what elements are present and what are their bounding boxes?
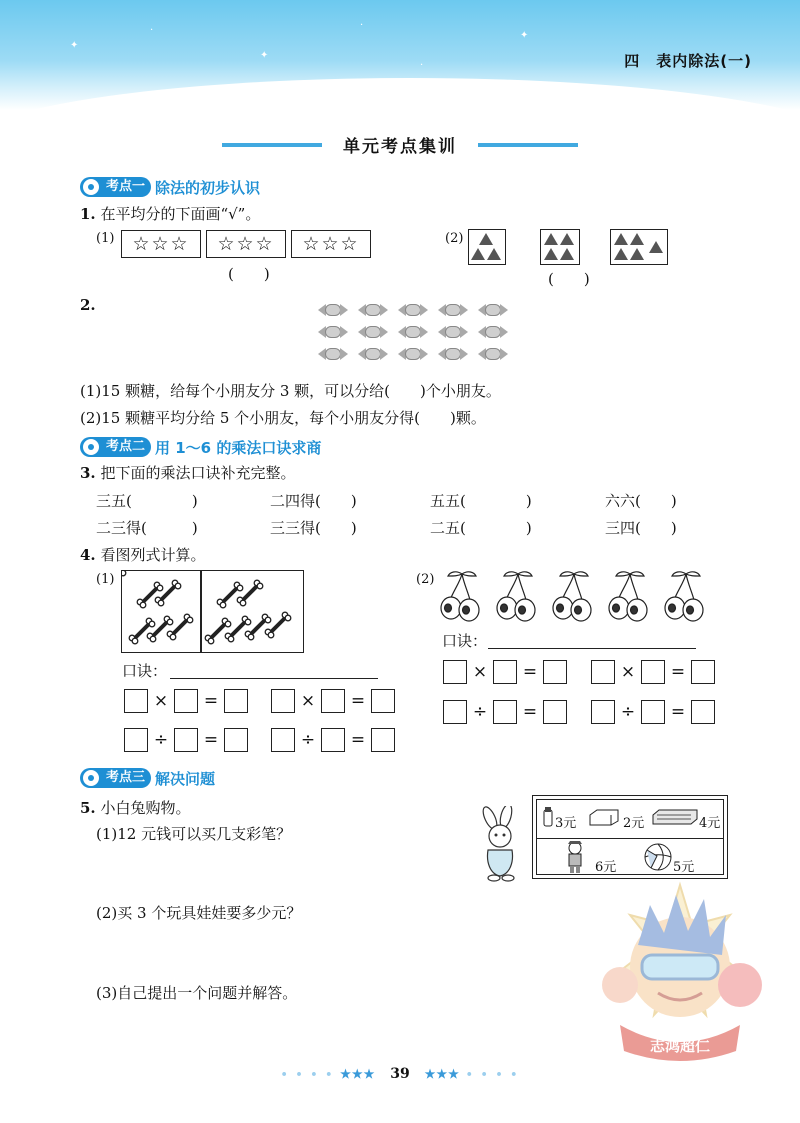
answer-box[interactable] bbox=[543, 660, 567, 684]
cherry-picture bbox=[440, 568, 720, 624]
answer-box[interactable] bbox=[443, 660, 467, 684]
eraser-icon bbox=[587, 807, 621, 827]
triangle-icon bbox=[630, 248, 644, 260]
page-number: 39 bbox=[390, 1066, 410, 1082]
candy-icon bbox=[358, 325, 388, 339]
answer-box[interactable] bbox=[174, 689, 198, 713]
candy-icon bbox=[318, 325, 348, 339]
equals-sign: = bbox=[670, 662, 686, 682]
question-number: 5. bbox=[80, 799, 96, 817]
footer-dots: • • • • bbox=[280, 1068, 341, 1081]
question-5-sub-1: (1)12 元钱可以买几支彩笔？ bbox=[96, 825, 292, 843]
equals-sign: = bbox=[670, 702, 686, 722]
koujue-fill-blank[interactable]: 三三得( ) bbox=[270, 519, 357, 537]
answer-box[interactable] bbox=[443, 700, 467, 724]
answer-box[interactable] bbox=[174, 728, 198, 752]
mascot-logo-icon bbox=[580, 875, 780, 1065]
answer-box[interactable] bbox=[371, 728, 395, 752]
equation-row bbox=[591, 660, 715, 684]
question-number: 1. bbox=[80, 205, 96, 223]
koujue-label: 口诀： bbox=[442, 632, 488, 650]
answer-box[interactable] bbox=[493, 700, 517, 724]
triangle-icon bbox=[471, 248, 485, 260]
times-sign: × bbox=[300, 691, 316, 711]
answer-blank[interactable]: ( ) bbox=[228, 265, 270, 283]
triangle-group-box bbox=[468, 229, 506, 265]
footer-stars: ★★★ bbox=[424, 1067, 460, 1081]
star-group-box: ☆☆☆ bbox=[121, 230, 201, 258]
question-3 bbox=[80, 462, 295, 483]
kaodian-title: 解决问题 bbox=[155, 769, 216, 788]
answer-blank[interactable]: ( ) bbox=[548, 270, 590, 288]
question-5-sub-3: (3)自己提出一个问题并解答。 bbox=[96, 984, 298, 1002]
times-sign: × bbox=[472, 662, 488, 682]
bone-icon-group bbox=[122, 571, 302, 651]
footer-stars: ★★★ bbox=[340, 1067, 376, 1081]
equals-sign: = bbox=[522, 662, 538, 682]
answer-box[interactable] bbox=[691, 660, 715, 684]
kaodian-title: 用 1～6 的乘法口诀求商 bbox=[155, 438, 322, 457]
kaodian-badge: 考点一 bbox=[80, 177, 151, 197]
answer-box[interactable] bbox=[124, 689, 148, 713]
answer-box[interactable] bbox=[493, 660, 517, 684]
answer-box[interactable] bbox=[271, 689, 295, 713]
equals-sign: = bbox=[350, 730, 366, 750]
candy-icon bbox=[438, 347, 468, 361]
candy-icon bbox=[358, 303, 388, 317]
star-group-box: ☆☆☆ bbox=[206, 230, 286, 258]
section-title: 单元考点集训 bbox=[343, 137, 457, 157]
equation-row bbox=[591, 700, 715, 724]
kaodian-3-header bbox=[80, 767, 215, 789]
part-label: (1) bbox=[96, 572, 115, 587]
divide-sign: ÷ bbox=[472, 702, 488, 722]
triangle-icon bbox=[630, 233, 644, 245]
triangle-group-box bbox=[540, 229, 580, 265]
divide-sign: ÷ bbox=[153, 730, 169, 750]
triangle-icon bbox=[614, 248, 628, 260]
candy-icon bbox=[398, 347, 428, 361]
sparkle-icon: ✦ bbox=[520, 30, 529, 41]
kaodian-1-header bbox=[80, 176, 260, 198]
price-board bbox=[532, 795, 728, 879]
doll-icon bbox=[563, 840, 587, 874]
koujue-fill-blank[interactable]: 二四得( ) bbox=[270, 492, 357, 510]
triangle-icon bbox=[544, 233, 558, 245]
answer-box[interactable] bbox=[591, 700, 615, 724]
candy-icon bbox=[318, 347, 348, 361]
candy-icon bbox=[478, 347, 508, 361]
box-divider bbox=[200, 570, 202, 653]
triangle-icon bbox=[479, 233, 493, 245]
question-text: 把下面的乘法口诀补充完整。 bbox=[100, 464, 296, 482]
times-sign: × bbox=[620, 662, 636, 682]
marker-pen-icon bbox=[541, 806, 555, 828]
times-sign: × bbox=[153, 691, 169, 711]
koujue-label: 口诀： bbox=[122, 662, 168, 680]
sparkle-icon: ✦ bbox=[260, 50, 269, 61]
price-ball: 5元 bbox=[673, 860, 695, 875]
candy-icon bbox=[358, 347, 388, 361]
footer-dots: • • • • bbox=[459, 1068, 520, 1081]
question-text: 小白兔购物。 bbox=[100, 799, 191, 817]
equation-row bbox=[124, 728, 248, 752]
price-pen: 3元 bbox=[555, 816, 577, 831]
koujue-fill-blank[interactable]: 六六( ) bbox=[605, 492, 677, 510]
answer-box[interactable] bbox=[543, 700, 567, 724]
triangle-icon bbox=[560, 248, 574, 260]
koujue-fill-blank[interactable]: 三五( ) bbox=[96, 492, 198, 510]
question-2-line-1: (1)15 颗糖，给每个小朋友分 3 颗，可以分给( )个小朋友。 bbox=[80, 382, 501, 400]
candy-icon bbox=[478, 325, 508, 339]
page-footer bbox=[0, 1066, 800, 1082]
equation-row bbox=[271, 728, 395, 752]
triangle-icon bbox=[649, 241, 663, 253]
equals-sign: = bbox=[203, 691, 219, 711]
candy-icon bbox=[398, 303, 428, 317]
chapter-title: 四 表内除法(一) bbox=[624, 52, 752, 70]
answer-box[interactable] bbox=[321, 689, 345, 713]
triangle-icon bbox=[560, 233, 574, 245]
triangle-icon bbox=[487, 248, 501, 260]
triangle-group-box bbox=[610, 229, 668, 265]
price-doll: 6元 bbox=[595, 860, 617, 875]
triangle-icon bbox=[614, 233, 628, 245]
answer-box[interactable] bbox=[371, 689, 395, 713]
equation-row bbox=[443, 700, 567, 724]
equals-sign: = bbox=[350, 691, 366, 711]
triangle-icon bbox=[544, 248, 558, 260]
question-number: 3. bbox=[80, 464, 96, 482]
question-number: 2. bbox=[80, 296, 96, 314]
divide-sign: ÷ bbox=[620, 702, 636, 722]
question-number: 4. bbox=[80, 546, 96, 564]
kaodian-2-header bbox=[80, 436, 321, 458]
sparkle-icon: ✦ bbox=[70, 40, 79, 51]
kaodian-title: 除法的初步认识 bbox=[155, 178, 261, 197]
answer-box[interactable] bbox=[321, 728, 345, 752]
koujue-answer-line[interactable] bbox=[488, 648, 696, 649]
answer-box[interactable] bbox=[691, 700, 715, 724]
answer-box[interactable] bbox=[271, 728, 295, 752]
question-5 bbox=[80, 797, 190, 818]
sparkle-icon: · bbox=[150, 25, 154, 36]
question-text: 看图列式计算。 bbox=[100, 546, 206, 564]
equation-row bbox=[271, 689, 395, 713]
answer-box[interactable] bbox=[224, 689, 248, 713]
part-label: (2) bbox=[416, 572, 435, 587]
answer-box[interactable] bbox=[124, 728, 148, 752]
star-group-box: ☆☆☆ bbox=[291, 230, 371, 258]
equals-sign: = bbox=[203, 730, 219, 750]
koujue-answer-line[interactable] bbox=[170, 678, 378, 679]
candy-icon bbox=[438, 303, 468, 317]
question-5-sub-2: (2)买 3 个玩具娃娃要多少元？ bbox=[96, 904, 302, 922]
question-4 bbox=[80, 544, 205, 565]
kaodian-badge: 考点二 bbox=[80, 437, 151, 457]
equation-row bbox=[124, 689, 248, 713]
answer-box[interactable] bbox=[224, 728, 248, 752]
divide-sign: ÷ bbox=[300, 730, 316, 750]
question-1 bbox=[80, 203, 260, 224]
candy-icon bbox=[478, 303, 508, 317]
pencil-case-icon bbox=[651, 807, 699, 827]
koujue-fill-blank[interactable]: 二三得( ) bbox=[96, 519, 198, 537]
equals-sign: = bbox=[522, 702, 538, 722]
koujue-fill-blank[interactable]: 二五( ) bbox=[430, 519, 532, 537]
koujue-fill-blank[interactable]: 三四( ) bbox=[605, 519, 677, 537]
bone-picture-box bbox=[121, 570, 304, 653]
answer-box[interactable] bbox=[641, 660, 665, 684]
equation-row bbox=[443, 660, 567, 684]
candy-icon bbox=[398, 325, 428, 339]
mascot-brand-text: 志鸿超仁 bbox=[649, 1037, 711, 1055]
part-label: (2) bbox=[445, 231, 464, 246]
ball-icon bbox=[643, 842, 673, 872]
koujue-fill-blank[interactable]: 五五( ) bbox=[430, 492, 532, 510]
question-2-line-2: (2)15 颗糖平均分给 5 个小朋友，每个小朋友分得( )颗。 bbox=[80, 409, 486, 427]
candy-icon bbox=[438, 325, 468, 339]
sparkle-icon: · bbox=[420, 60, 424, 71]
sparkle-icon: · bbox=[360, 20, 364, 31]
price-eraser: 2元 bbox=[623, 816, 645, 831]
question-text: 在平均分的下面画“√”。 bbox=[100, 205, 261, 223]
price-pencil-case: 4元 bbox=[699, 816, 721, 831]
candy-icon bbox=[318, 303, 348, 317]
part-label: (1) bbox=[96, 231, 115, 246]
answer-box[interactable] bbox=[591, 660, 615, 684]
rabbit-icon bbox=[472, 806, 532, 882]
answer-box[interactable] bbox=[641, 700, 665, 724]
kaodian-badge: 考点三 bbox=[80, 768, 151, 788]
